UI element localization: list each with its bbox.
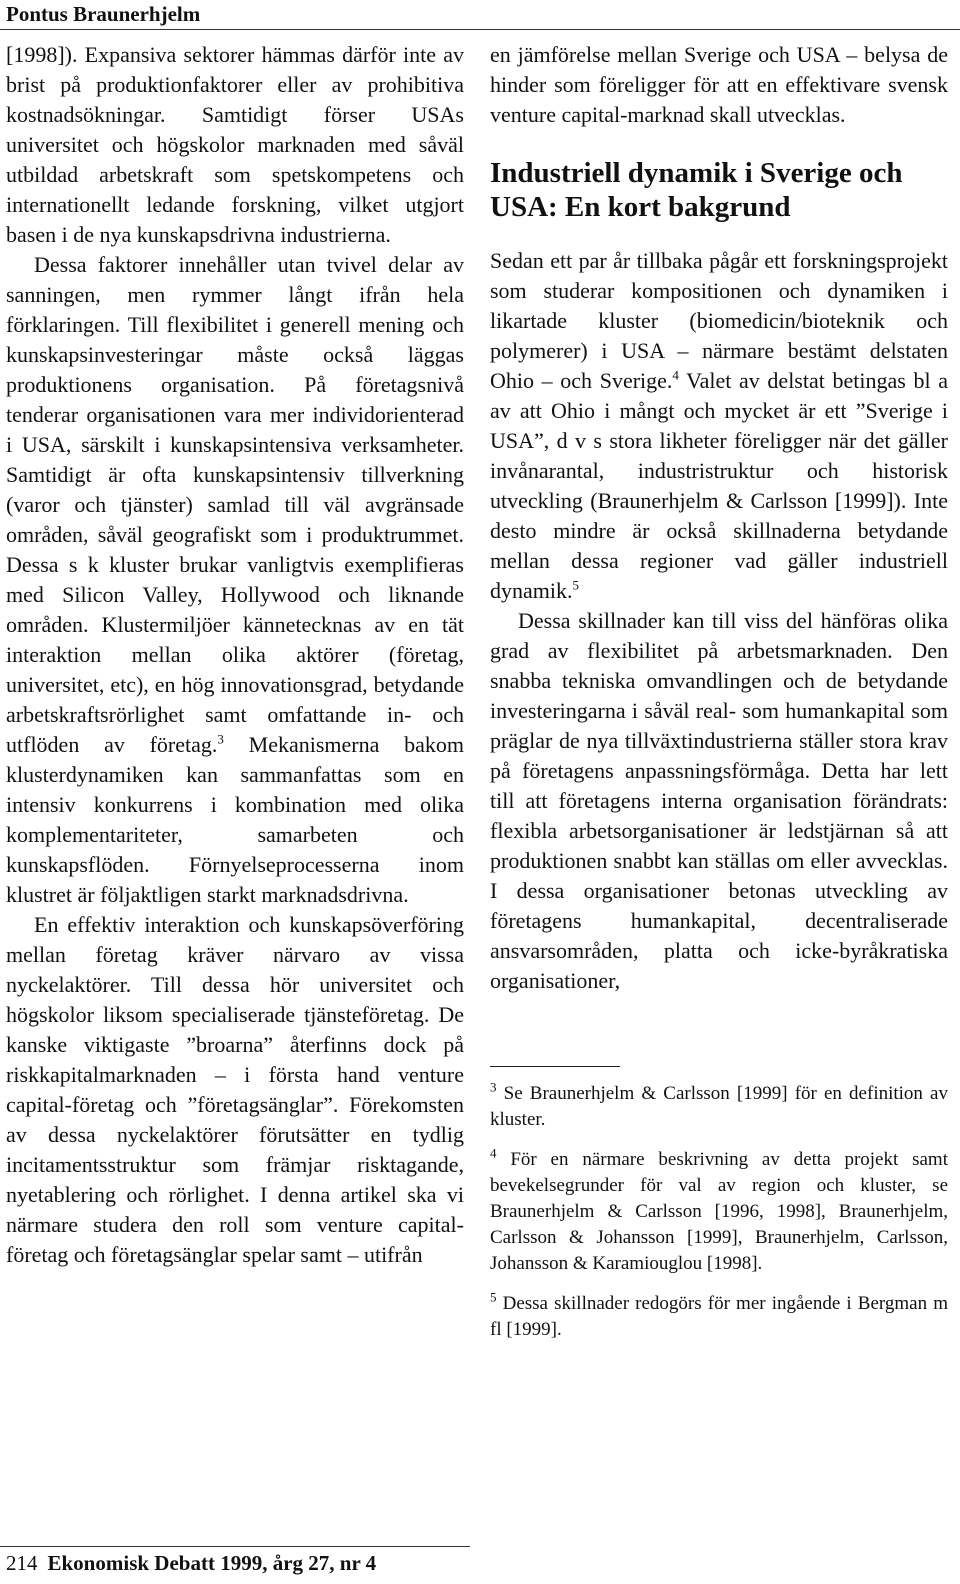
left-paragraph-2-text-a: Dessa faktorer innehåller utan tvivel delar av sanningen, men rymmer långt ifrån hela förklaringen. Till flexibilitet i generell mening och kunskapsinvesteringar måste också läggas produktionens organisation. På företagsnivå tenderar organisationen vara mer individorienterad i USA, särskilt i kunskapsintensiva verksamheter. Samtidigt är ofta kunskapsintensiv tillverkning (varor och tjänster) samlad till väl avgränsade områden, såväl geografiskt som i produktrummet. Dessa s k kluster brukar vanligtvis exemplifieras med Silicon Valley, Hollywood och liknande områden. Klustermiljöer kännetecknas av en tät interaktion mellan olika aktörer (företag, universitet, etc), en hög innovationsgrad, betydande arbetskraftsrörlighet samt omfattande in- och utflöden av företag. [6,252,464,757]
page-number: 214 [6,1551,38,1575]
header-rule [0,29,960,30]
footnote-5 [490,1291,948,1343]
footnote-text: Dessa skillnader redogörs för mer ingående i Bergman m fl [1999]. [490,1293,948,1340]
left-paragraph-3: En effektiv interaktion och kunskapsöverföring mellan företag kräver närvaro av vissa nyckelaktörer. Till dessa hör universitet och högskolor liksom specialiserade tjänsteföretag. De kanske viktigaste ”broarna” återfinns dock på riskkapitalmarknaden – i första hand venture capital-företag och ”företagsänglar”. Förekomsten av dessa nyckelaktörer förutsätter en tydlig incitamentsstruktur som främjar risktagande, nyetablering och rörlighet. I denna artikel ska vi närmare studera den roll som venture capital-företag och företagsänglar spelar samt – utifrån [6,912,464,1267]
right-paragraph-2-text-b: Valet av delstat betingas bl a av att Ohio i mångt och mycket är ett ”Sverige i USA”, d v s stora likheter föreligger när det gäller invånarantal, industristruktur och historisk utveckling (Braunerhjelm & Carlsson [1999]). Inte desto mindre är också skillnaderna betydande mellan dessa regioner vad gäller industriell dynamik. [490,368,948,603]
footnote-ref-5: 5 [572,577,579,593]
left-paragraph-2 [6,250,464,910]
footnote-ref-3: 3 [217,731,224,747]
footnote-text: Se Braunerhjelm & Carlsson [1999] för en definition av kluster. [490,1083,948,1130]
footnote-rule [490,1066,620,1067]
right-paragraph-1: en jämförelse mellan Sverige och USA – belysa de hinder som föreligger för att en effektivare svensk venture capital-marknad skall utvecklas. [490,42,948,127]
footnote-number: 3 [490,1079,497,1095]
left-column [6,40,464,1270]
right-paragraph-2 [490,246,948,606]
right-paragraph-3: Dessa skillnader kan till viss del hänföras olika grad av flexibilitet på arbetsmarknaden. Den snabba tekniska omvandlingen och de betydande investeringarna i såväl real- som humankapital som präglar de nya tillväxtindustrierna ställer stora krav på företagens anpassningsförmåga. Detta har lett till att företagens interna organisation förändrats: flexibla arbetsorganisationer är ledstjärnan så att produktionen snabbt kan ställas om eller avvecklas. I dessa organisationer betonas utveckling av företagens humankapital, decentraliserade ansvarsområden, platta och icke-byråkratiska organisationer, [490,608,948,993]
right-column [490,40,948,1357]
right-paragraph-2-text-a: Sedan ett par år tillbaka pågår ett forskningsprojekt som studerar kompositionen och dynamiken i likartade kluster (biomedicin/bioteknik och polymerer) i USA – närmare bestämt delstaten Ohio – och Sverige. [490,248,948,393]
footnote-ref-4: 4 [672,367,679,383]
page-footer [6,1549,376,1577]
section-heading: Industriell dynamik i Sverige och USA: En kort bakgrund [490,157,903,223]
journal-citation: Ekonomisk Debatt 1999, årg 27, nr 4 [47,1551,377,1575]
footer-rule [0,1546,470,1547]
footnote-4 [490,1147,948,1277]
footnote-text: För en närmare beskrivning av detta projekt samt bevekelsegrunder för val av region och kluster, se Braunerhjelm & Carlsson [1996, 1998], Braunerhjelm, Carlsson & Johansson [1999], Braunerhjelm, Carlsson, Johansson & Karamiouglou [1998]. [490,1149,948,1274]
running-head: Pontus Braunerhjelm [6,2,201,26]
footnote-number: 5 [490,1289,497,1305]
left-paragraph-1: [1998]). Expansiva sektorer hämmas därför inte av brist på produktionfaktorer eller av prohibitiva kostnadsökningar. Samtidigt förser USAs universitet och högskolor marknaden med såväl utbildad arbetskraft som spetskompetens och internationellt ledande forskning, vilket utgjort basen i de nya kunskapsdrivna industrierna. [6,42,464,247]
left-paragraph-2-text-b: Mekanismerna bakom klusterdynamiken kan sammanfattas som en intensiv konkurrens i kombination med olika komplementariteter, samarbeten och kunskapsflöden. Förnyelseprocesserna inom klustret är följaktligen starkt marknadsdrivna. [6,732,465,907]
footnote-number: 4 [490,1145,497,1161]
footnote-3 [490,1081,948,1133]
